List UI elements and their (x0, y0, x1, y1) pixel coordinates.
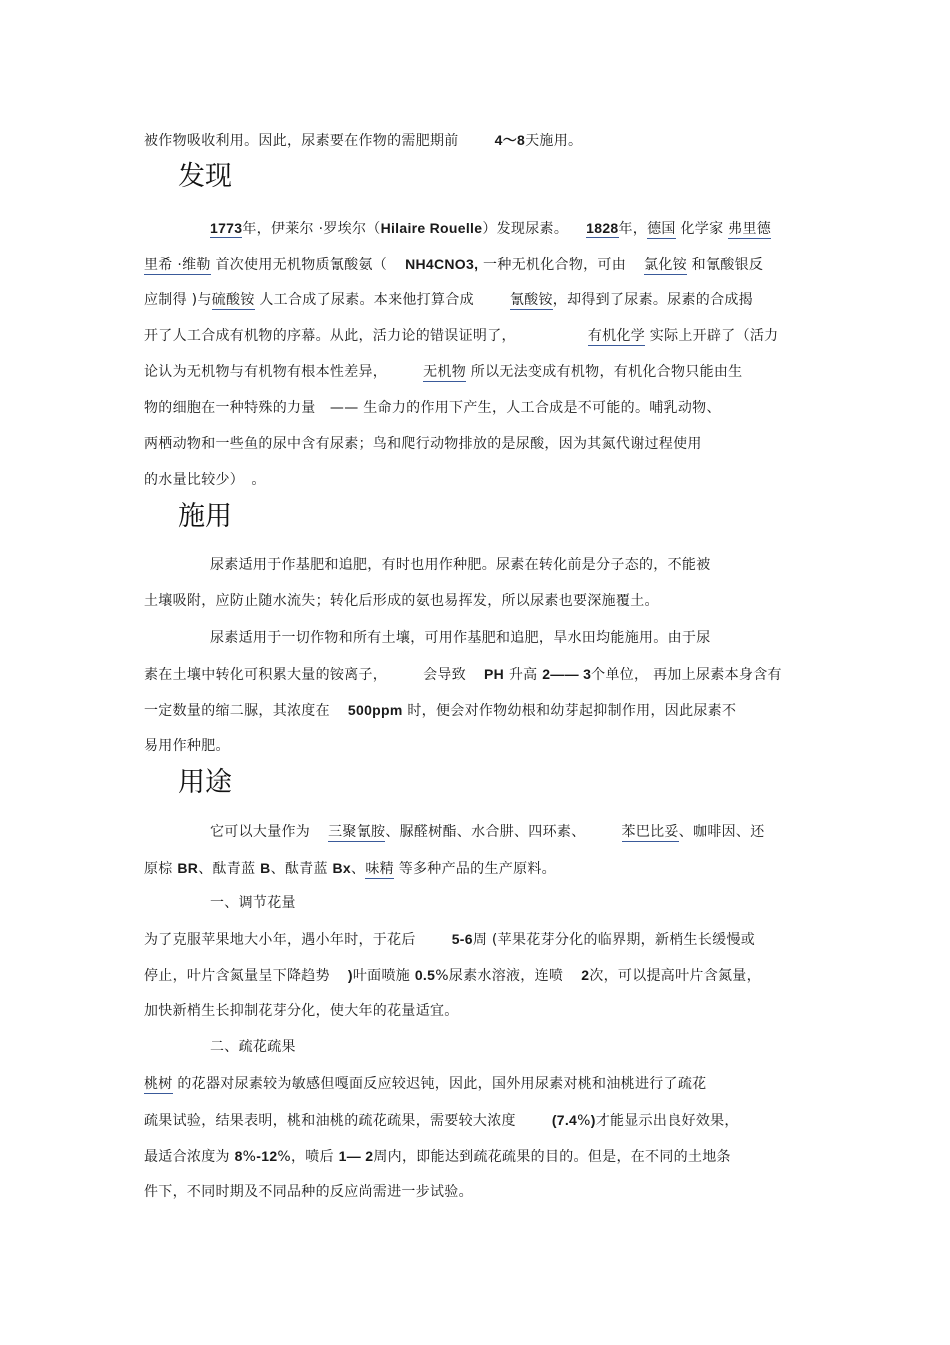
text: 论认为无机物与有机物有根本性差异， (144, 364, 388, 380)
wohler-link[interactable]: 里希 ·维勒 (144, 257, 211, 273)
text: 升高 (504, 667, 543, 683)
ph-label: PH (484, 666, 505, 682)
subheading-thinning: 二、疏花疏果 (210, 1039, 296, 1055)
paragraph-line: 的水量比较少） 。 (144, 472, 266, 488)
text: %尿素水溶液，连喷 (435, 968, 564, 984)
text: 它可以大量作为 (210, 824, 311, 840)
text: 次，可以提高叶片含氮量， (589, 968, 761, 984)
paragraph-line (144, 290, 753, 310)
paragraph-line (144, 929, 755, 950)
subheading-flower-regulation: 一、调节花量 (210, 895, 296, 911)
wohler-link[interactable]: 弗里德 (728, 221, 772, 237)
text: ，却得到了尿素。尿素的合成揭 (552, 292, 753, 308)
intro-line (144, 130, 582, 151)
paragraph-line (144, 965, 761, 986)
text: 时，便会对作物幼根和幼芽起抑制作用，因此尿素不 (402, 703, 737, 719)
text: 应制得 )与 (144, 292, 212, 308)
text: 天施用。 (525, 133, 583, 149)
percent-value: -12 (256, 1148, 278, 1164)
number-range: 1— 2 (338, 1148, 374, 1164)
text: 年， (618, 221, 648, 237)
dye-code: B (260, 860, 271, 876)
person-name: Hilaire Rouelle (380, 220, 483, 236)
dye-code: BR (177, 860, 199, 876)
text: 素在土壤中转化可积累大量的铵离子， (144, 667, 388, 683)
text: 才能显示出良好效果， (595, 1113, 739, 1129)
number: 4～8 (494, 132, 526, 148)
text: 化学家 (675, 221, 724, 237)
text: 被作物吸收利用。因此，尿素要在作物的需肥期前 (144, 133, 459, 149)
text: 一定数量的缩二脲，其浓度在 (144, 703, 330, 719)
ammonium-sulfate-link[interactable]: 硫酸铵 (211, 292, 255, 308)
year-link[interactable]: 1828 (586, 220, 619, 236)
number-range: 2—— 3 (542, 666, 592, 682)
text: ) (347, 967, 353, 983)
text: 、 (351, 861, 366, 877)
text: 、脲醛树酯、水合肼、四环素、 (385, 824, 586, 840)
text: 疏果试验，结果表明，桃和油桃的疏花疏果，需要较大浓度 (144, 1113, 516, 1129)
phenobarbital-link[interactable]: 苯巴比妥 (621, 824, 679, 840)
paragraph-line (210, 822, 765, 842)
paragraph-line (144, 858, 556, 879)
percent-value: 0.5 (414, 967, 436, 983)
paragraph-line (144, 664, 782, 685)
paragraph-line: 尿素适用于作基肥和追肥，有时也用作种肥。尿素在转化前是分子态的，不能被 (210, 557, 711, 573)
percent-value: (7.4 (551, 1112, 578, 1128)
ammonium-cyanate-link[interactable]: 氰酸铵 (509, 292, 553, 308)
paragraph-line (144, 254, 763, 275)
germany-link[interactable]: 德国 (647, 221, 676, 237)
msg-link[interactable]: 味精 (365, 861, 394, 877)
text: 首次使用无机物质氰酸氨（ (210, 257, 388, 273)
text: 周内，即能达到疏花疏果的目的。但是，在不同的土地条 (373, 1149, 731, 1165)
text: % (577, 1113, 591, 1129)
paragraph-line (144, 1074, 706, 1094)
concentration-value: 500ppm (347, 702, 403, 718)
paragraph-line (144, 362, 742, 382)
peach-tree-link[interactable]: 桃树 (144, 1076, 173, 1092)
melamine-link[interactable]: 三聚氰胺 (328, 824, 386, 840)
text: 苹果花芽分化的临界期，新梢生长缓慢或 (497, 932, 756, 948)
section-heading-discovery: 发现 (178, 161, 232, 192)
text: 、咖啡因、还 (678, 824, 765, 840)
paragraph-line: 件下，不同时期及不同品种的反应尚需进一步试验。 (144, 1184, 473, 1200)
text: 叶面喷施 (352, 968, 415, 984)
text: 一种无机化合物，可由 (478, 257, 627, 273)
text: 原棕 (144, 861, 178, 877)
paragraph-line: 土壤吸附，应防止随水流失；转化后形成的氨也易挥发，所以尿素也要深施覆土。 (144, 593, 659, 609)
text: 年，伊莱尔 ·罗埃尔（ (242, 221, 381, 237)
text: 等多种产品的生产原料。 (393, 861, 556, 877)
text: 的花器对尿素较为敏感但嘎面反应较迟钝，因此，国外用尿素对桃和油桃进行了疏花 (172, 1076, 707, 1092)
section-heading-application: 施用 (178, 501, 232, 532)
text: ）发现尿素。 (482, 221, 569, 237)
paragraph-line (144, 326, 778, 346)
text: 最适合浓度为 (144, 1149, 235, 1165)
percent-value: 8 (234, 1148, 243, 1164)
text: 开了人工合成有机物的序幕。从此，活力论的错误证明了， (144, 328, 516, 344)
dye-code: Bx (332, 860, 352, 876)
paragraph-line: 两栖动物和一些鱼的尿中含有尿素；鸟和爬行动物排放的是尿酸，因为其氮代谢过程使用 (144, 436, 702, 452)
year-link[interactable]: 1773 (210, 220, 243, 236)
paragraph-line (210, 218, 771, 239)
paragraph-line (144, 700, 736, 721)
paragraph-line: 物的细胞在一种特殊的力量 —— 生命力的作用下产生，人工合成是不可能的。哺乳动物、 (144, 400, 721, 416)
chemical-formula: NH4CNO3, (405, 256, 479, 272)
text: 停止，叶片含氮量呈下降趋势 (144, 968, 330, 984)
section-heading-uses: 用途 (178, 767, 232, 798)
text: 为了克服苹果地大小年，遇小年时，于花后 (144, 932, 416, 948)
text: 、酞青蓝 (198, 861, 261, 877)
text: 实际上开辟了（活力 (645, 328, 779, 344)
text: 、酞青蓝 (270, 861, 333, 877)
inorganic-link[interactable]: 无机物 (423, 364, 467, 380)
number-range: 5-6 (451, 931, 473, 947)
text: 个单位， 再加上尿素本身含有 (591, 667, 782, 683)
text: % (242, 1149, 257, 1165)
count-value: 2 (581, 967, 590, 983)
text: ) (590, 1112, 596, 1128)
paragraph-line: 加快新梢生长抑制花芽分化，使大年的花量适宜。 (144, 1003, 459, 1019)
paragraph-line: 易用作种肥。 (144, 738, 230, 754)
text: 和氰酸银反 (686, 257, 764, 273)
ammonium-chloride-link[interactable]: 氯化铵 (644, 257, 687, 273)
text: 周 ( (472, 932, 498, 948)
text: 人工合成了尿素。本来他打算合成 (254, 292, 474, 308)
organic-chemistry-link[interactable]: 有机化学 (587, 328, 646, 344)
paragraph-line: 尿素适用于一切作物和所有土壤，可用作基肥和追肥，旱水田均能施用。由于尿 (210, 630, 711, 646)
paragraph-line (144, 1110, 739, 1131)
text: 所以无法变成有机物，有机化合物只能由生 (466, 364, 743, 380)
text: 会导致 (423, 667, 467, 683)
paragraph-line (144, 1146, 731, 1167)
text: %，喷后 (277, 1149, 339, 1165)
